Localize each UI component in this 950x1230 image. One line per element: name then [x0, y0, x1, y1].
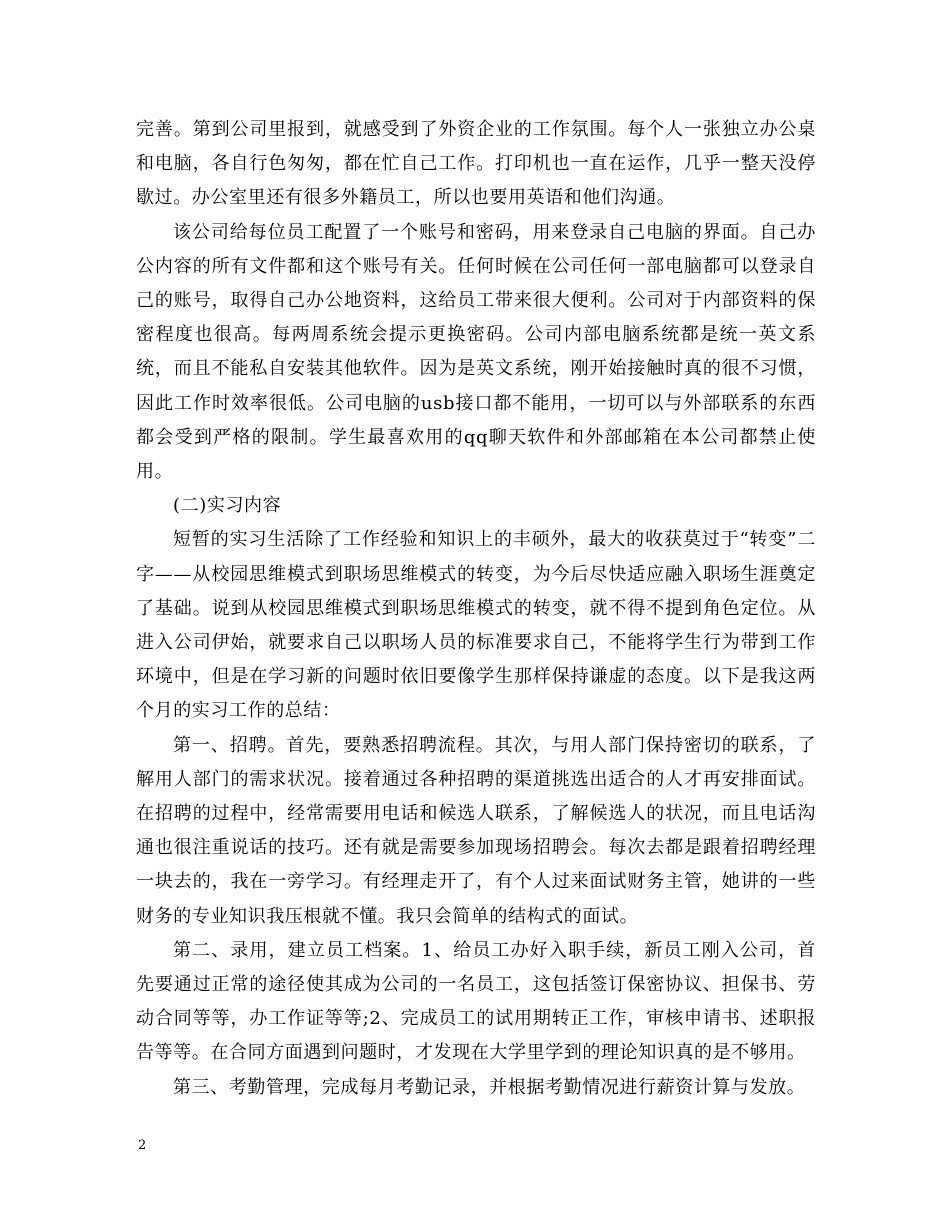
paragraph-1: 完善。第到公司里报到，就感受到了外资企业的工作氛围。每个人一张独立办公桌和电脑，各自行色匆匆，都在忙自己工作。打印机也一直在运作，几乎一整天没停歇过。办公室里还有很多外籍员工，所以也要用英语和他们沟通。 — [136, 119, 816, 209]
paragraph-6: 第三、考勤管理，完成每月考勤记录，并根据考勤情况进行薪资计算与发放。 — [173, 1076, 806, 1098]
paragraph-3: 短暂的实习生活除了工作经验和知识上的丰硕外，最大的收获莫过于“转变”二字——从校园思维模式到职场思维模式的转变，为今后尽快适应融入职场生涯奠定了基础。说到从校园思维模式到职场思维模式的转变，就不得不提到角色定位。从进入公司伊始，就要求自己以职场人员的标准要求自己，不能将学生行为带到工作环境中，但是在学习新的问题时依旧要像学生那样保持谦虚的态度。以下是我这两个月的实习工作的总结： — [136, 529, 816, 722]
document-body — [136, 113, 816, 1105]
paragraph-2: 该公司给每位员工配置了一个账号和密码，用来登录自己电脑的界面。自己办公内容的所有文件都和这个账号有关。任何时候在公司任何一部电脑都可以登录自己的账号，取得自己办公地资料，这给员工带来很大便利。公司对于内部资料的保密程度也很高。每两周系统会提示更换密码。公司内部电脑系统都是统一英文系统，而且不能私自安装其他软件。因为是英文系统，刚开始接触时真的很不习惯，因此工作时效率很低。公司电脑的usb接口都不能用，一切可以与外部联系的东西都会受到严格的限制。学生最喜欢用的qq聊天软件和外部邮箱在本公司都禁止使用。 — [136, 221, 816, 483]
paragraph-4: 第一、招聘。首先，要熟悉招聘流程。其次，与用人部门保持密切的联系，了解用人部门的需求状况。接着通过各种招聘的渠道挑选出适合的人才再安排面试。在招聘的过程中，经常需要用电话和候选人联系，了解候选人的状况，而且电话沟通也很注重说话的技巧。还有就是需要参加现场招聘会。每次去都是跟着招聘经理一块去的，我在一旁学习。有经理走开了，有个人过来面试财务主管，她讲的一些财务的专业知识我压根就不懂。我只会简单的结构式的面试。 — [136, 734, 816, 927]
paragraph-5: 第二、录用，建立员工档案。1、给员工办好入职手续，新员工刚入公司，首先要通过正常的途径使其成为公司的一名员工，这包括签订保密协议、担保书、劳动合同等等，办工作证等等;2、完成员工的试用期转正工作，审核申请书、述职报告等等。在合同方面遇到问题时，才发现在大学里学到的理论知识真的是不够用。 — [136, 939, 816, 1064]
page-number: 2 — [138, 1138, 147, 1153]
section-heading: (二)实习内容 — [173, 495, 282, 517]
